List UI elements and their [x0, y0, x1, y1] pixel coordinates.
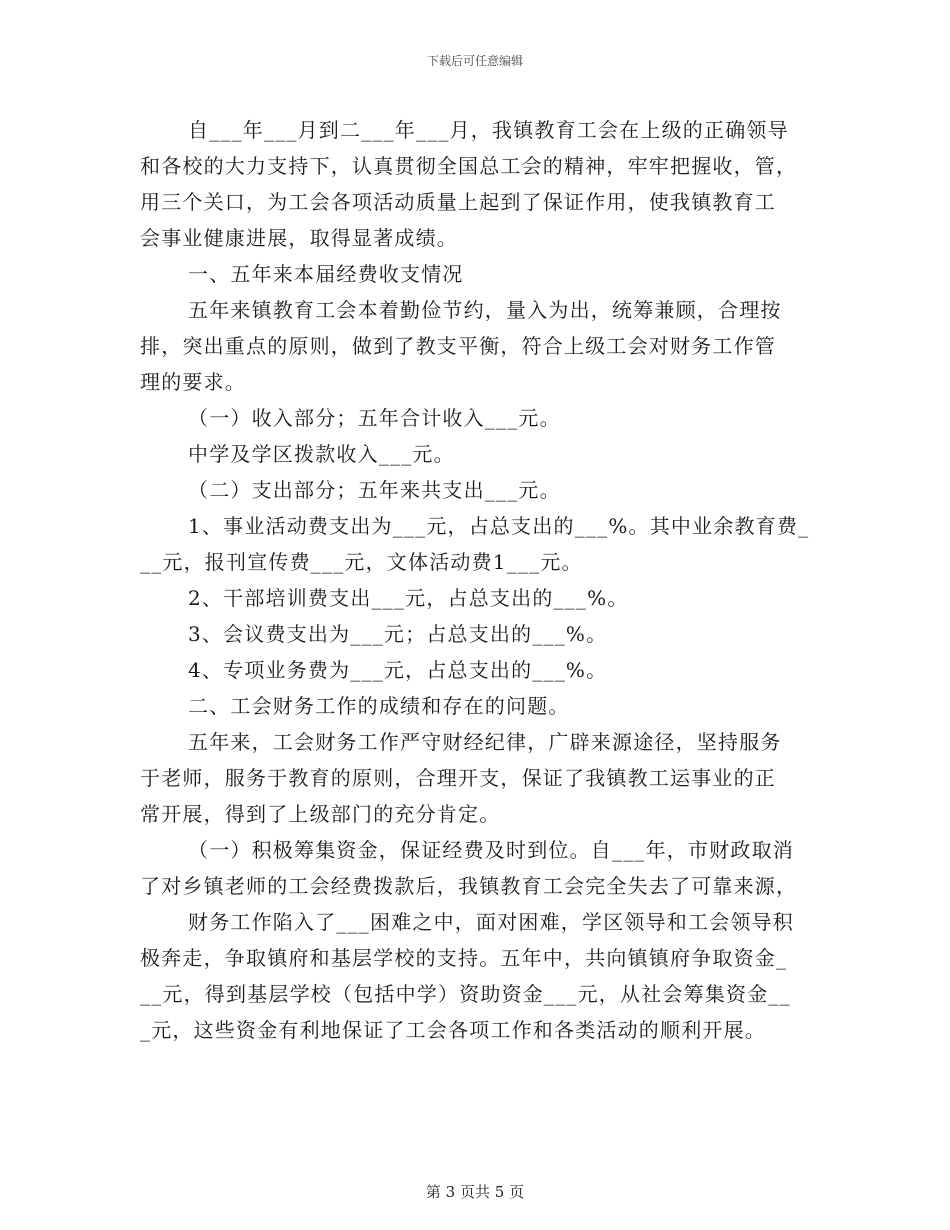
paragraph-line: 排，突出重点的原则，做到了教支平衡，符合上级工会对财务工作管: [140, 334, 776, 358]
paragraph-line: 1、事业活动费支出为___元，占总支出的___%。其中业余教育费_: [188, 514, 810, 538]
paragraph-line: 3、会议费支出为___元；占总支出的___%。: [188, 622, 608, 646]
paragraph-line: （一）收入部分；五年合计收入___元。: [188, 406, 561, 430]
paragraph-line: 财务工作陷入了___困难之中，面对困难，学区领导和工会领导积: [188, 910, 794, 934]
paragraph-line: 会事业健康进展，取得显著成绩。: [140, 226, 458, 250]
paragraph-line: 极奔走，争取镇府和基层学校的支持。五年中，共向镇镇府争取资金_: [140, 946, 788, 970]
paragraph-line: （二）支出部分；五年来共支出___元。: [188, 478, 561, 502]
paragraph-line: 4、专项业务费为___元，占总支出的___%。: [188, 658, 608, 682]
paragraph-line: 五年来，工会财务工作严守财经纪律，广辟来源途径，坚持服务: [188, 730, 782, 754]
paragraph-line: 自___年___月到二___年___月，我镇教育工会在上级的正确领导: [188, 118, 789, 142]
paragraph-line: 于老师，服务于教育的原则，合理开支，保证了我镇教工运事业的正: [140, 766, 776, 790]
paragraph-line: 了对乡镇老师的工会经费拨款后，我镇教育工会完全失去了可靠来源，: [140, 874, 798, 898]
paragraph-line: __元，得到基层学校（包括中学）资助资金___元，从社会筹集资金__: [140, 982, 791, 1006]
paragraph-line: 和各校的大力支持下，认真贯彻全国总工会的精神，牢牢把握收，管，: [140, 154, 798, 178]
paragraph-line: 常开展，得到了上级部门的充分肯定。: [140, 802, 501, 826]
paragraph-line: 2、干部培训费支出___元，占总支出的___%。: [188, 586, 629, 610]
paragraph-line: _元，这些资金有利地保证了工会各项工作和各类活动的顺利开展。: [140, 1018, 766, 1042]
paragraph-line: 用三个关口，为工会各项活动质量上起到了保证作用，使我镇教育工: [140, 190, 776, 214]
section-heading: 二、工会财务工作的成绩和存在的问题。: [188, 694, 570, 718]
header-note: 下载后可任意编辑: [426, 54, 523, 68]
paragraph-line: 五年来镇教育工会本着勤俭节约，量入为出，统筹兼顾，合理按: [188, 298, 782, 322]
paragraph-line: 理的要求。: [140, 370, 246, 394]
document-body: [140, 112, 812, 1048]
paragraph-line: __元，报刊宣传费___元，文体活动费1___元。: [140, 550, 583, 574]
section-heading: 一、五年来本届经费收支情况: [188, 262, 464, 286]
paragraph-line: （一）积极筹集资金，保证经费及时到位。自___年，市财政取消: [188, 838, 794, 862]
paragraph-line: 中学及学区拨款收入___元。: [188, 442, 455, 466]
page-number: 第 3 页共 5 页: [425, 1183, 525, 1201]
